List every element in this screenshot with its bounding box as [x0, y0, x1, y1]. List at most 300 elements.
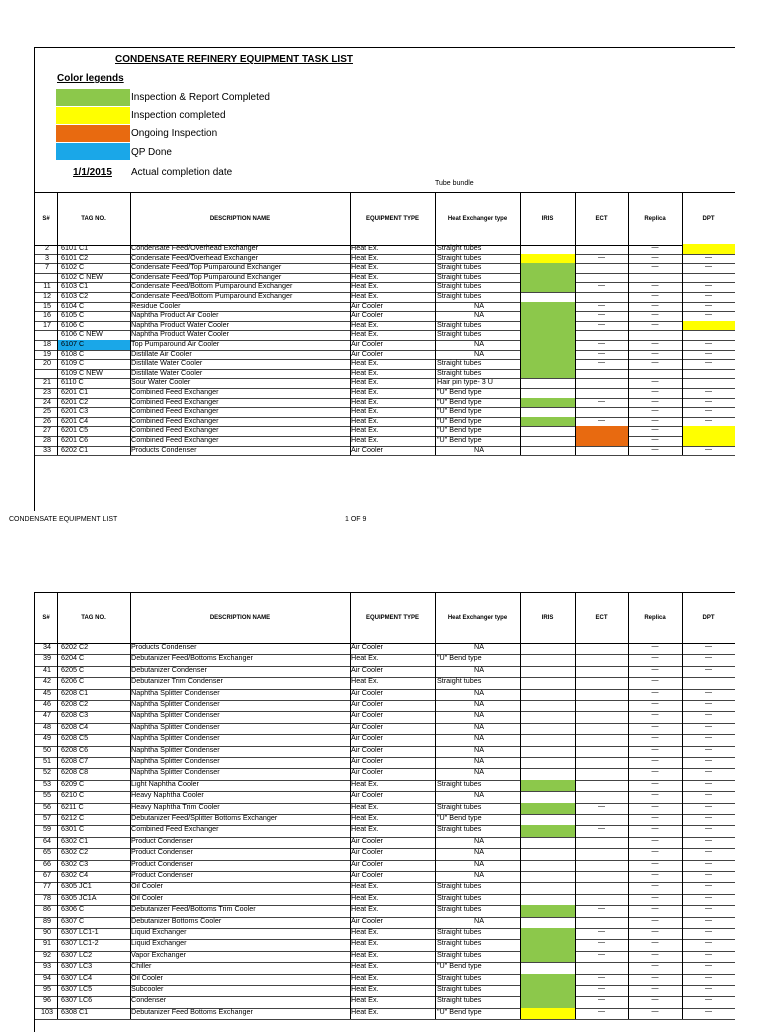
cell-sn: 77 — [43, 882, 51, 891]
cell-description: Condenser — [131, 996, 167, 1005]
cell-dpt: — — [705, 722, 712, 730]
cell-tag: 6302 C1 — [61, 836, 89, 845]
cell-description: Condensate Feed/Top Pumparound Exchanger — [131, 272, 282, 281]
cell-sn: 91 — [43, 939, 51, 948]
cell-ect: — — [598, 905, 605, 913]
legend-swatch-green — [56, 89, 130, 106]
cell-description: Combined Feed Exchanger — [131, 388, 219, 396]
cell-tag: 6109 C — [61, 359, 85, 368]
column-divider — [575, 193, 576, 245]
cell-description: Heavy Naphtha Trim Cooler — [131, 802, 220, 811]
cell-tag: 6201 C2 — [61, 397, 89, 406]
cell-iris-status-fill — [521, 369, 575, 379]
cell-hx-type: Straight tubes — [437, 282, 482, 291]
legend-label: Ongoing Inspection — [131, 128, 218, 139]
cell-tag: 6202 C1 — [61, 445, 89, 454]
cell-hx-type: "U" Bend type — [437, 1007, 482, 1016]
column-divider — [350, 643, 351, 1019]
cell-description: Debutanizer Feed/Splitter Bottoms Exchanger — [131, 814, 278, 822]
legend-label: QP Done — [131, 147, 172, 158]
cell-hx-type: Straight tubes — [437, 905, 482, 914]
cell-tag: 6208 C7 — [61, 757, 89, 765]
cell-replica: — — [651, 282, 659, 290]
cell-sn: 48 — [43, 722, 51, 731]
legend-swatch-yellow — [56, 107, 130, 124]
cell-sn: 17 — [43, 320, 51, 329]
cell-description: Combined Feed Exchanger — [131, 397, 219, 406]
column-divider — [575, 244, 576, 455]
cell-hx-type: NA — [474, 916, 484, 925]
cell-tag: 6204 C — [61, 654, 85, 663]
cell-tag: 6208 C3 — [61, 711, 89, 720]
cell-dpt: — — [705, 711, 712, 719]
cell-sn: 7 — [45, 263, 49, 272]
cell-equipment-type: Air Cooler — [351, 791, 383, 800]
cell-replica: — — [651, 426, 659, 434]
cell-hx-type: "U" Bend type — [437, 388, 482, 396]
cell-sn: 47 — [43, 711, 51, 720]
cell-sn: 56 — [43, 802, 51, 811]
cell-equipment-type: Heat Ex. — [351, 939, 379, 948]
col-ect-header: ECT — [595, 216, 608, 222]
cell-equipment-type: Air Cooler — [351, 665, 383, 674]
cell-iris-status-fill — [521, 905, 575, 916]
column-divider — [350, 593, 351, 643]
column-divider — [57, 193, 58, 245]
cell-replica: — — [651, 311, 659, 319]
cell-dpt: — — [705, 301, 712, 309]
cell-description: Naphtha Product Water Cooler — [131, 330, 230, 339]
cell-dpt: — — [705, 700, 712, 707]
cell-tag: 6305 JC1A — [61, 893, 97, 902]
cell-tag: 6102 C — [61, 263, 85, 272]
cell-sn: 25 — [43, 407, 51, 416]
cell-dpt: — — [705, 416, 712, 424]
cell-sn: 12 — [43, 292, 51, 300]
cell-hx-type: NA — [474, 757, 484, 765]
cell-equipment-type: Heat Ex. — [351, 825, 379, 834]
cell-tag: 6208 C2 — [61, 700, 89, 708]
cell-tag: 6103 C1 — [61, 282, 89, 291]
cell-description: Naphtha Splitter Condenser — [131, 757, 220, 765]
cell-dpt: — — [705, 745, 712, 753]
column-divider — [628, 193, 629, 245]
cell-hx-type: Straight tubes — [437, 996, 482, 1005]
cell-description: Naphtha Splitter Condenser — [131, 745, 220, 754]
cell-iris-status-fill — [521, 928, 575, 939]
cell-hx-type: Straight tubes — [437, 939, 482, 948]
cell-description: Combined Feed Exchanger — [131, 407, 219, 416]
cell-tag: 6108 C — [61, 349, 85, 358]
cell-replica: — — [651, 722, 659, 730]
cell-dpt: — — [705, 791, 712, 799]
cell-dpt: — — [705, 253, 712, 261]
cell-description: Top Pumparound Air Cooler — [131, 340, 220, 348]
cell-sn: 18 — [43, 340, 51, 348]
footer-title: CONDENSATE EQUIPMENT LIST — [9, 516, 118, 523]
cell-tag: 6302 C2 — [61, 848, 89, 857]
table-body — [35, 643, 735, 1020]
cell-tag: 6306 C — [61, 905, 85, 914]
column-divider — [130, 643, 131, 1019]
cell-dpt: — — [705, 871, 712, 878]
col-iris-header: IRIS — [541, 216, 554, 222]
cell-equipment-type: Heat Ex. — [351, 282, 379, 291]
cell-replica: — — [651, 677, 659, 685]
cell-sn — [37, 369, 57, 379]
column-divider — [628, 593, 629, 643]
cell-replica: — — [651, 436, 659, 443]
cell-sn: 11 — [43, 282, 51, 291]
cell-equipment-type: Heat Ex. — [351, 368, 379, 377]
legend-label: Inspection & Report Completed — [131, 92, 270, 103]
cell-dpt: — — [705, 263, 712, 271]
column-divider — [628, 643, 629, 1019]
cell-description: Combined Feed Exchanger — [131, 416, 219, 425]
cell-tag: 6201 C4 — [61, 416, 89, 425]
cell-tag: 6307 LC2 — [61, 950, 93, 959]
cell-description: Debutanizer Feed Bottoms Exchanger — [131, 1007, 253, 1016]
column-divider — [57, 643, 58, 1019]
cell-iris-status-fill — [521, 330, 575, 340]
cell-description: Combined Feed Exchanger — [131, 825, 219, 834]
cell-dpt: — — [705, 359, 712, 367]
col-ect-header: ECT — [595, 615, 608, 621]
cell-replica: — — [651, 950, 659, 958]
cell-description: Naphtha Product Air Cooler — [131, 311, 219, 320]
cell-tag: 6302 C3 — [61, 859, 89, 868]
cell-sn: 55 — [43, 791, 51, 800]
cell-iris-status-fill — [521, 996, 575, 1007]
cell-hx-type: Straight tubes — [437, 292, 482, 300]
cell-dpt: — — [705, 734, 712, 742]
cell-replica: — — [651, 848, 659, 856]
cell-tag: 6208 C5 — [61, 734, 89, 743]
cell-iris-status-fill — [521, 951, 575, 962]
table-body — [35, 244, 735, 456]
cell-sn: 2 — [45, 244, 49, 252]
column-divider — [682, 244, 683, 455]
cell-ect: — — [598, 802, 605, 810]
cell-tag: 6208 C4 — [61, 722, 89, 731]
cell-hx-type: NA — [474, 734, 484, 743]
cell-sn: 3 — [45, 253, 49, 262]
cell-hx-type: "U" Bend type — [437, 407, 482, 416]
cell-replica: — — [651, 825, 659, 833]
cell-dpt-status-fill — [683, 244, 735, 254]
cell-hx-type: NA — [474, 340, 484, 348]
cell-sn: 59 — [43, 825, 51, 834]
cell-replica: — — [651, 643, 659, 650]
column-divider — [130, 193, 131, 245]
cell-description: Products Condenser — [131, 643, 197, 651]
cell-equipment-type: Heat Ex. — [351, 814, 379, 822]
cell-dpt: — — [705, 397, 712, 405]
column-divider — [435, 244, 436, 455]
cell-tag: 6205 C — [61, 665, 85, 674]
cell-equipment-type: Heat Ex. — [351, 330, 379, 339]
cell-equipment-type: Air Cooler — [351, 445, 383, 454]
cell-iris-status-fill — [521, 985, 575, 996]
cell-replica: — — [651, 263, 659, 271]
column-divider — [350, 244, 351, 455]
cell-sn: 16 — [43, 311, 51, 320]
cell-replica: — — [651, 757, 659, 764]
cell-ect: — — [598, 928, 605, 935]
column-divider — [520, 193, 521, 245]
legend-date-label: Actual completion date — [131, 167, 233, 178]
cell-dpt: — — [705, 779, 712, 787]
cell-hx-type: Straight tubes — [437, 368, 482, 377]
cell-ect: — — [598, 320, 605, 328]
cell-hx-type: NA — [474, 445, 484, 454]
cell-description: Product Condenser — [131, 871, 193, 879]
cell-description: Products Condenser — [131, 445, 197, 454]
legend-swatch-blue — [56, 143, 130, 160]
cell-dpt: — — [705, 445, 712, 453]
cell-equipment-type: Heat Ex. — [351, 677, 379, 686]
cell-hx-type: NA — [474, 745, 484, 754]
cell-tag: 6206 C — [61, 677, 85, 686]
col-hx-type-header: Heat Exchanger type — [447, 615, 508, 621]
cell-description: Condensate Feed/Bottom Pumparound Exchanger — [131, 282, 293, 291]
cell-hx-type: Straight tubes — [437, 779, 482, 788]
cell-hx-type: NA — [474, 688, 484, 697]
cell-sn: 33 — [43, 445, 51, 454]
cell-dpt: — — [705, 939, 712, 947]
column-divider — [682, 193, 683, 245]
cell-description: Naphtha Splitter Condenser — [131, 688, 220, 697]
column-divider — [520, 244, 521, 455]
cell-replica: — — [651, 320, 659, 328]
cell-ect: — — [598, 340, 605, 347]
cell-ect: — — [598, 996, 605, 1004]
cell-equipment-type: Heat Ex. — [351, 407, 379, 416]
cell-sn: 42 — [43, 677, 51, 686]
cell-tag: 6307 C — [61, 916, 85, 925]
cell-sn: 52 — [43, 768, 51, 777]
cell-replica: — — [651, 768, 659, 776]
cell-sn: 51 — [43, 757, 51, 765]
cell-replica: — — [651, 814, 659, 821]
cell-equipment-type: Heat Ex. — [351, 436, 379, 444]
cell-replica: — — [651, 688, 659, 696]
cell-description: Naphtha Product Water Cooler — [131, 320, 230, 329]
cell-description: Debutanizer Condenser — [131, 665, 207, 674]
cell-hx-type: NA — [474, 848, 484, 857]
cell-replica: — — [651, 711, 659, 719]
cell-dpt: — — [705, 643, 712, 650]
cell-dpt: — — [705, 905, 712, 913]
cell-iris-status-fill — [521, 340, 575, 350]
column-divider — [682, 593, 683, 643]
cell-hx-type: NA — [474, 665, 484, 674]
cell-sn: 78 — [43, 893, 51, 902]
cell-description: Condensate Feed/Overhead Exchanger — [131, 253, 259, 262]
cell-hx-type: Straight tubes — [437, 359, 482, 368]
cell-hx-type: NA — [474, 700, 484, 708]
cell-equipment-type: Heat Ex. — [351, 996, 379, 1005]
page-title: CONDENSATE REFINERY EQUIPMENT TASK LIST — [115, 54, 353, 65]
cell-description: Naphtha Splitter Condenser — [131, 768, 220, 777]
cell-description: Heavy Naphtha Cooler — [131, 791, 204, 800]
cell-description: Sour Water Cooler — [131, 378, 191, 387]
cell-dpt: — — [705, 388, 712, 395]
cell-iris-status-fill — [521, 974, 575, 985]
tube-bundle-label: Tube bundle — [435, 180, 474, 187]
cell-dpt: — — [705, 292, 712, 299]
legend-heading: Color legends — [57, 73, 124, 84]
cell-replica: — — [651, 836, 659, 844]
cell-ect-status-fill — [576, 426, 628, 436]
cell-dpt: — — [705, 654, 712, 662]
cell-tag: 6208 C6 — [61, 745, 89, 754]
cell-replica: — — [651, 407, 659, 415]
cell-hx-type: "U" Bend type — [437, 426, 482, 435]
cell-description: Light Naphtha Cooler — [131, 779, 199, 788]
column-divider — [575, 593, 576, 643]
cell-hx-type: NA — [474, 836, 484, 845]
cell-tag: 6208 C1 — [61, 688, 89, 697]
cell-description: Naphtha Splitter Condenser — [131, 711, 220, 720]
cell-description: Oil Cooler — [131, 973, 163, 982]
cell-dpt: — — [705, 340, 712, 347]
cell-ect: — — [598, 416, 605, 424]
cell-description: Distillate Water Cooler — [131, 368, 203, 377]
cell-tag: 6101 C1 — [61, 244, 89, 252]
cell-hx-type: Straight tubes — [437, 950, 482, 959]
cell-tag: 6307 LC1-2 — [61, 939, 99, 948]
cell-dpt: — — [705, 757, 712, 764]
cell-description: Liquid Exchanger — [131, 928, 187, 936]
cell-sn: 53 — [43, 779, 51, 788]
cell-dpt: — — [705, 950, 712, 958]
cell-replica: — — [651, 388, 659, 395]
cell-equipment-type: Heat Ex. — [351, 272, 379, 281]
cell-hx-type: NA — [474, 311, 484, 320]
cell-equipment-type: Heat Ex. — [351, 985, 379, 993]
cell-dpt: — — [705, 349, 712, 357]
cell-dpt: — — [705, 282, 712, 290]
cell-sn: 93 — [43, 962, 51, 971]
cell-replica: — — [651, 962, 659, 970]
cell-replica: — — [651, 734, 659, 742]
cell-equipment-type: Air Cooler — [351, 848, 383, 857]
cell-dpt: — — [705, 916, 712, 924]
cell-dpt: — — [705, 1007, 712, 1015]
cell-sn: 103 — [41, 1007, 53, 1016]
cell-description: Oil Cooler — [131, 882, 163, 891]
column-divider — [435, 193, 436, 245]
cell-sn: 24 — [43, 397, 51, 406]
cell-equipment-type: Air Cooler — [351, 745, 383, 754]
cell-description: Condensate Feed/Overhead Exchanger — [131, 244, 259, 252]
cell-dpt-status-fill — [683, 426, 735, 436]
column-divider — [520, 593, 521, 643]
cell-sn: 67 — [43, 871, 51, 879]
cell-replica: — — [651, 745, 659, 753]
cell-replica: — — [651, 416, 659, 424]
cell-description: Condensate Feed/Top Pumparound Exchanger — [131, 263, 282, 272]
cell-tag: 6308 C1 — [61, 1007, 89, 1016]
cell-replica: — — [651, 665, 659, 673]
cell-ect: — — [598, 301, 605, 309]
cell-sn: 39 — [43, 654, 51, 663]
cell-iris-status-fill — [521, 939, 575, 950]
cell-replica: — — [651, 340, 659, 347]
cell-dpt: — — [705, 996, 712, 1004]
cell-ect: — — [598, 349, 605, 357]
col-equipment-type-header: EQUIPMENT TYPE — [365, 615, 419, 621]
cell-sn: 20 — [43, 359, 51, 368]
column-divider — [520, 643, 521, 1019]
col-replica-header: Replica — [644, 216, 666, 222]
col-tag-header: TAG NO. — [81, 615, 106, 621]
cell-description: Distillate Water Cooler — [131, 359, 203, 368]
cell-ect: — — [598, 939, 605, 947]
cell-dpt: — — [705, 688, 712, 696]
cell-replica: — — [651, 916, 659, 924]
cell-replica: — — [651, 301, 659, 309]
cell-equipment-type: Heat Ex. — [351, 320, 379, 329]
cell-iris-status-fill — [521, 254, 575, 264]
legend-swatch-orange — [56, 125, 130, 142]
cell-iris-status-fill — [521, 825, 575, 836]
cell-iris-status-fill — [521, 417, 575, 427]
cell-hx-type: "U" Bend type — [437, 654, 482, 663]
cell-hx-type: Straight tubes — [437, 253, 482, 262]
cell-iris-status-fill — [521, 302, 575, 312]
column-divider — [130, 593, 131, 643]
cell-tag: 6307 LC6 — [61, 996, 93, 1005]
cell-description: Subcooler — [131, 985, 164, 993]
cell-equipment-type: Air Cooler — [351, 700, 383, 708]
cell-description: Combined Feed Exchanger — [131, 436, 219, 444]
column-divider — [130, 244, 131, 455]
cell-ect: — — [598, 950, 605, 958]
cell-tag: 6102 C NEW — [61, 272, 103, 281]
col-dpt-header: DPT — [702, 216, 715, 222]
cell-dpt: — — [705, 802, 712, 810]
col-description-header: DESCRIPTION NAME — [209, 615, 271, 621]
cell-equipment-type: Heat Ex. — [351, 973, 379, 982]
cell-sn: 27 — [43, 426, 51, 435]
cell-dpt: — — [705, 848, 712, 856]
cell-equipment-type: Heat Ex. — [351, 950, 379, 959]
cell-description: Debutanizer Feed/Bottoms Exchanger — [131, 654, 253, 663]
cell-hx-type: Straight tubes — [437, 272, 482, 281]
cell-replica: — — [651, 244, 659, 251]
cell-sn: 46 — [43, 700, 51, 708]
cell-equipment-type: Heat Ex. — [351, 1007, 379, 1016]
cell-sn: 92 — [43, 950, 51, 959]
cell-tag: 6103 C2 — [61, 292, 89, 300]
cell-tag: 6201 C6 — [61, 436, 89, 444]
cell-sn: 49 — [43, 734, 51, 743]
cell-replica: — — [651, 871, 659, 878]
cell-hx-type: Straight tubes — [437, 825, 482, 834]
cell-ect: — — [598, 825, 605, 833]
cell-equipment-type: Heat Ex. — [351, 905, 379, 914]
cell-description: Combined Feed Exchanger — [131, 426, 219, 435]
cell-tag: 6307 LC1-1 — [61, 928, 99, 936]
column-divider — [682, 643, 683, 1019]
cell-hx-type: "U" Bend type — [437, 814, 482, 822]
cell-tag: 6106 C NEW — [61, 330, 103, 339]
cell-hx-type: NA — [474, 722, 484, 731]
cell-tag: 6212 C — [61, 814, 85, 822]
cell-tag: 6209 C — [61, 779, 85, 788]
